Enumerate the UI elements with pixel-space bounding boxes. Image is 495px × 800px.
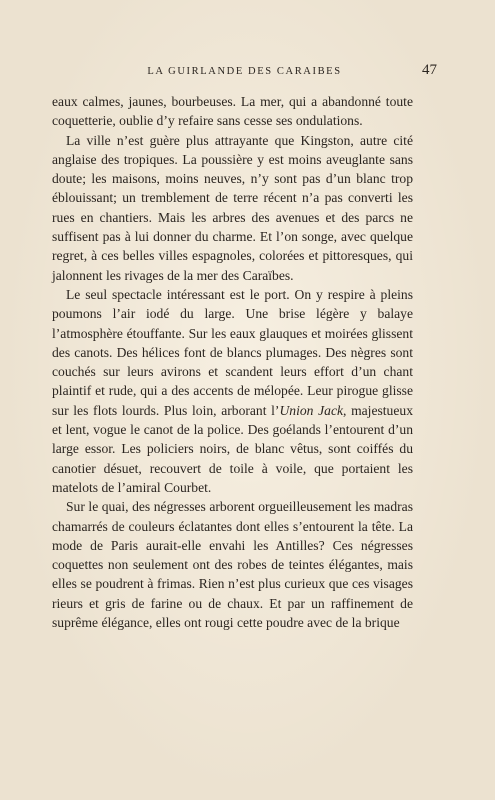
running-head	[52, 64, 437, 82]
paragraph-city: La ville n’est guère plus attrayante que Kingston, autre cité anglaise des tropiques. La poussière y est moins aveuglante sans doute; les maisons, moins neuves, n’y sont pas d’un blanc trop éblouissant; un tremblement de terre récent n’a pas converti les rues en chantiers. Mais les arbres des avenues et des parcs ne suffisent pas à lui donner du charme. Et l’on songe, avec quelque regret, à ces belles villes espagnoles, colorées et pittoresques, qui jalonnent les rivages de la mer des Caraïbes.	[52, 132, 413, 283]
union-jack-emphasis: Union Jack	[279, 402, 344, 418]
paragraph-continuation: eaux calmes, jaunes, bourbeuses. La mer, qui a abandonné toute coquetterie, oublie d’y refaire sans cesse ses ondulations.	[52, 94, 413, 129]
body-text	[52, 92, 413, 632]
running-title: LA GUIRLANDE DES CARAIBES	[147, 66, 342, 77]
paragraph-port	[52, 285, 413, 497]
page-number: 47	[422, 62, 437, 78]
paragraph-quay: Sur le quai, des négresses arborent orgueilleusement les madras chamarrés de couleurs éclatantes dont elles s’entourent la tête. La mode de Paris aurait-elle envahi les Antilles? Ces négresses coquettes non seulement ont des robes de teintes élégantes, mais elles se poudrent à frimas. Rien n’est plus curieux que ces visages rieurs et gris de farine ou de chaux. Et par un raffinement de suprême élégance, elles ont rougi cette poudre avec de la brique	[52, 499, 413, 631]
paragraph-port-text-start: Le seul spectacle intéressant est le port. On y respire à pleins poumons l’air iodé du large. Une brise légère y balaye l’atmosphère étouffante. Sur les eaux glauques et moirées glissent des canots. Des hélices font de blancs plumages. Des nègres sont couchés sur leurs avirons et scandent leurs effort d’un chant plaintif et rude, qui a des accents de mélopée. Leur pirogue glisse sur les flots lourds. Plus loin, arborant l’	[52, 286, 413, 418]
paragraph-port-text-end: , majestueux et lent, vogue le canot de la police. Des goélands l’entourent d’un large essor. Les policiers noirs, de blanc vêtus, sont coiffés du canotier désuet, recouvert de toile à voile, que portaient les matelots de l’amiral Courbet.	[52, 402, 413, 495]
